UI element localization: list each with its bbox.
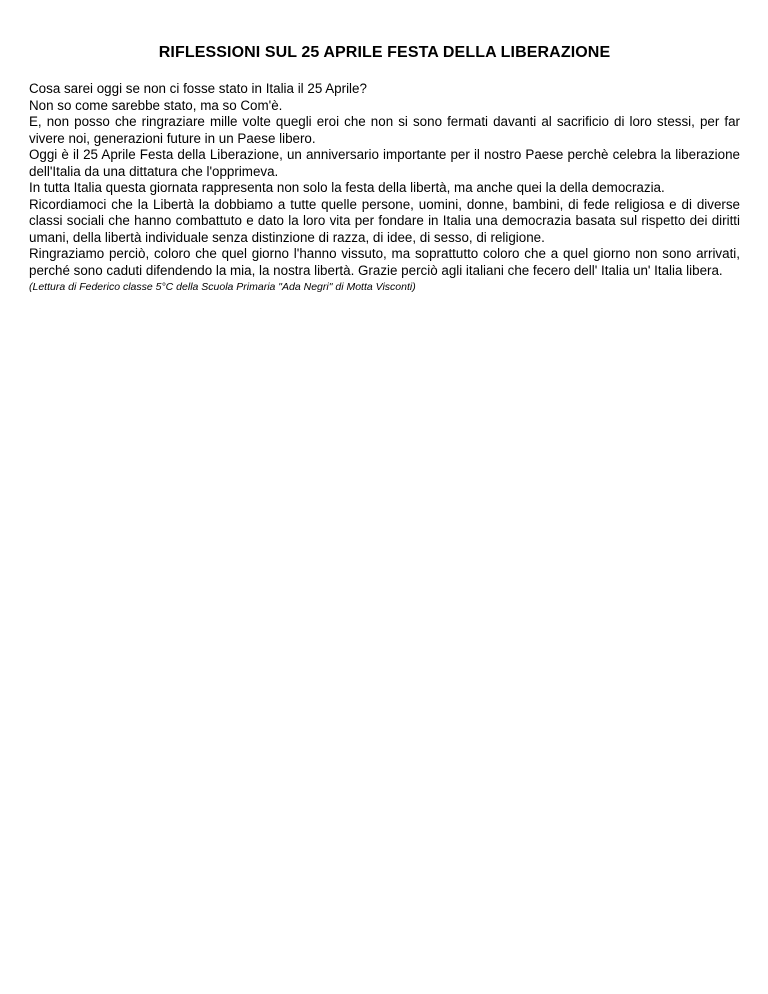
paragraph-6: Ricordiamoci che la Libertà la dobbiamo a tutte quelle persone, uomini, donne, bambini, di fede religiosa e di diverse classi sociali che hanno combattuto e dato la loro vita per fondare in Italia una democrazia basata sul rispetto dei diritti umani, della libertà individuale senza distinzione di razza, di idee, di sesso, di religione. [29, 196, 740, 245]
paragraph-7: Ringraziamo perciò, coloro che quel giorno l'hanno vissuto, ma soprattutto coloro che a quel giorno non sono arrivati, perché sono caduti difendendo la mia, la nostra libertà. Grazie perciò agli italiani che fecero dell' Italia un' Italia libera. [29, 246, 740, 278]
paragraph-5: In tutta Italia questa giornata rappresenta non solo la festa della libertà, ma anche quei la della democrazia. [29, 180, 665, 195]
document-body [29, 81, 740, 279]
paragraph-2: Non so come sarebbe stato, ma so Com'è. [29, 97, 283, 113]
document-title: RIFLESSIONI SUL 25 APRILE FESTA DELLA LIBERAZIONE [158, 44, 611, 61]
author-credit: (Lettura di Federico classe 5°C della Scuola Primaria "Ada Negri" di Motta Visconti) [29, 281, 416, 293]
document-page [29, 43, 740, 294]
paragraph-4: Oggi è il 25 Aprile Festa della Liberazione, un anniversario importante per il nostro Paese perchè celebra la liberazione dell'Italia da una dittatura che l'opprimeva. [29, 147, 740, 179]
paragraph-1: Cosa sarei oggi se non ci fosse stato in Italia il 25 Aprile? [29, 81, 367, 96]
paragraph-3: E, non posso che ringraziare mille volte quegli eroi che non si sono fermati davanti al sacrificio di loro stessi, per far vivere noi, generazioni future in un Paese libero. [29, 114, 740, 146]
